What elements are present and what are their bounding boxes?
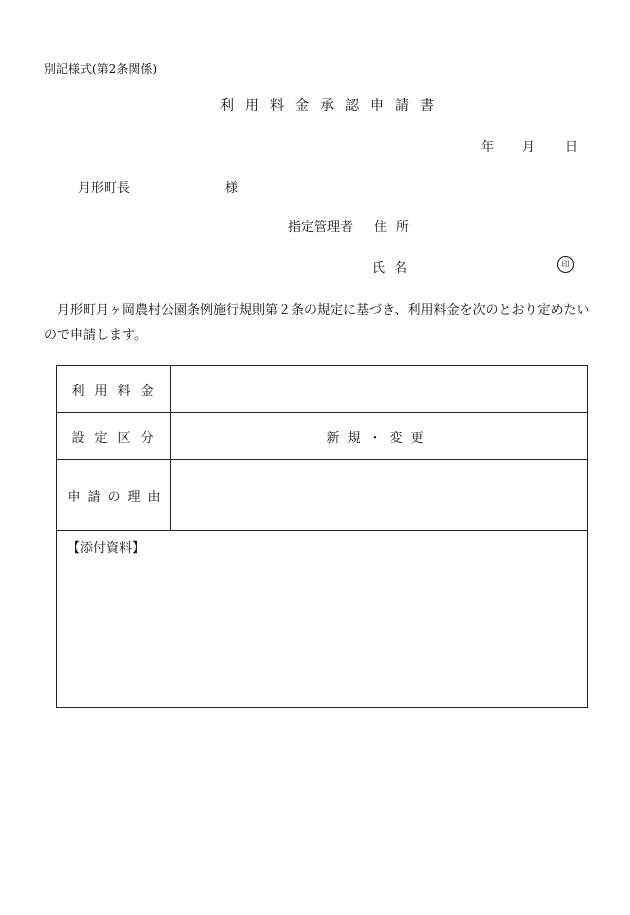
name-label: 氏名 [372,261,417,276]
table-row [57,460,588,531]
address-label: 住所 [374,220,419,235]
setting-category-value[interactable]: 新規・変更 [171,413,588,460]
fee-value-field[interactable] [171,366,588,413]
attachments-label: 【添付資料】 [67,541,146,556]
body-text: 月形町月ヶ岡農村公園条例施行規則第２条の規定に基づき、利用料金を次のとおり定めたいので申請します。 [44,303,590,343]
application-table [56,365,588,708]
setting-category-label: 設定区分 [57,413,171,460]
table-row [57,531,588,708]
reason-label: 申請の理由 [57,460,171,531]
document-title: 利用料金承認申請書 [220,98,445,114]
designated-manager-label: 指定管理者 [288,220,354,235]
year-label: 年 [481,140,495,155]
table-row [57,366,588,413]
form-note: 別記様式(第2条関係) [44,62,157,76]
date-line [481,136,578,155]
seal-icon: 印 [557,256,574,273]
addressee-honorific: 様 [225,181,239,196]
month-label: 月 [522,140,536,155]
day-label: 日 [565,140,579,155]
fee-label: 利用料金 [57,366,171,413]
reason-value-field[interactable] [171,460,588,531]
attachments-cell[interactable] [57,531,588,708]
addressee-name: 月形町長 [78,181,131,196]
table-row [57,413,588,460]
